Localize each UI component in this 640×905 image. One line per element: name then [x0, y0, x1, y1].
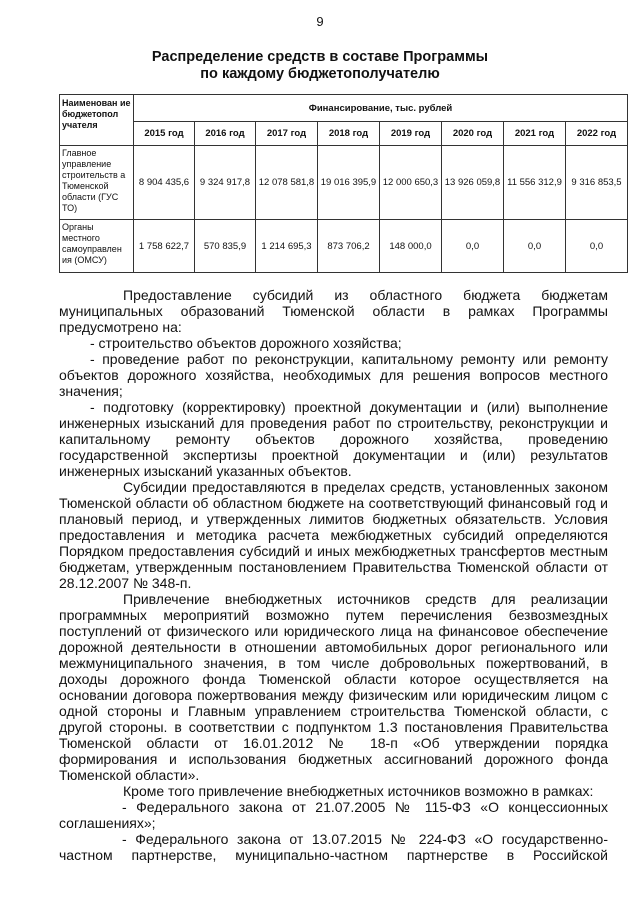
table-cell: 873 706,2	[318, 220, 380, 273]
recipient-name: Главное управление строительств а Тюменской области (ГУС ТО)	[60, 146, 134, 220]
year-header: 2018 год	[318, 122, 380, 146]
title-line-1: Распределение средств в составе Программы	[151, 49, 489, 65]
table-cell: 570 835,9	[195, 220, 256, 273]
column-header-funding: Финансирование, тыс. рублей	[134, 95, 628, 122]
table-cell: 12 078 581,8	[256, 146, 318, 220]
paragraph: Кроме того привлечение внебюджетных источников возможно в рамках:	[123, 783, 594, 799]
table-cell: 0,0	[504, 220, 566, 273]
list-item: - проведение работ по реконструкции, капитальному ремонту или ремонту объектов дорожного хозяйства, необходимых для решения вопросов местного значения;	[59, 351, 608, 399]
table-cell: 12 000 650,3	[380, 146, 442, 220]
paragraph: Субсидии предоставляются в пределах средств, установленных законом Тюменской области об областном бюджете на соответствующий финансовый год и плановый период, и утвержденных лимитов бюджетных обязательств. Условия предоставления и методика расчета межбюджетных субсидий определяются Порядком предоставления субсидий и иных межбюджетных трансфертов местным бюджетам, утвержденным постановлением Правительства Тюменской области от 28.12.2007 № 348-п.	[59, 479, 608, 591]
year-header: 2020 год	[442, 122, 504, 146]
page-number: 9	[316, 14, 324, 29]
list-item: - Федерального закона от 21.07.2005 № 115-ФЗ «О концессионных соглашениях»;	[59, 799, 608, 831]
year-header: 2021 год	[504, 122, 566, 146]
list-item: - Федерального закона от 13.07.2015 № 224-ФЗ «О государственно-частном партнерстве, муниципально-частном партнерстве в Российской	[59, 831, 608, 863]
column-header-recipient: Наименован ие бюджетопол учателя	[60, 95, 134, 146]
table-cell: 11 556 312,9	[504, 146, 566, 220]
table-row	[60, 220, 628, 273]
body-text	[59, 287, 608, 863]
funding-table	[59, 94, 628, 273]
table-row	[60, 146, 628, 220]
table-cell: 0,0	[566, 220, 628, 273]
year-header: 2015 год	[134, 122, 195, 146]
table-cell: 8 904 435,6	[134, 146, 195, 220]
table-cell: 9 324 917,8	[195, 146, 256, 220]
list-item: - подготовку (корректировку) проектной документации и (или) выполнение инженерных изысканий для проведения работ по строительству, реконструкции и капитальному ремонту объектов дорожного хозяйства, проведению государственной экспертизы проектной документации и (или) результатов инженерных изысканий указанных объектов.	[59, 399, 608, 479]
table-cell: 1 214 695,3	[256, 220, 318, 273]
year-header: 2017 год	[256, 122, 318, 146]
year-header: 2022 год	[566, 122, 628, 146]
list-item: - строительство объектов дорожного хозяйства;	[90, 335, 402, 351]
table-cell: 9 316 853,5	[566, 146, 628, 220]
year-header: 2016 год	[195, 122, 256, 146]
table-cell: 13 926 059,8	[442, 146, 504, 220]
table-cell: 19 016 395,9	[318, 146, 380, 220]
title-line-2: по каждому бюджетополучателю	[200, 66, 440, 82]
table-cell: 0,0	[442, 220, 504, 273]
recipient-name: Органы местного самоуправлен ия (ОМСУ)	[60, 220, 134, 273]
table-cell: 1 758 622,7	[134, 220, 195, 273]
table-cell: 148 000,0	[380, 220, 442, 273]
paragraph: Предоставление субсидий из областного бюджета бюджетам муниципальных образований Тюменской области в рамках Программы предусмотрено на:	[59, 287, 608, 335]
document-title	[40, 49, 600, 83]
paragraph: Привлечение внебюджетных источников средств для реализации программных мероприятий возможно путем перечисления безвозмездных поступлений от физического или юридического лица на финансовое обеспечение дорожной деятельности в отношении автомобильных дорог регионального или межмуниципального значения, в том числе добровольных пожертвований, в доходы дорожного фонда Тюменской области которое осуществляется на основании договора пожертвования между физическим или юридическим лицом с одной стороны и Главным управлением строительства Тюменской области, с другой стороны. в соответствии с подпунктом 1.3 постановления Правительства Тюменской области от 16.01.2012 № 18-п «Об утверждении порядка формирования и использования бюджетных ассигнований дорожного фонда Тюменской области».	[59, 591, 608, 783]
year-header: 2019 год	[380, 122, 442, 146]
